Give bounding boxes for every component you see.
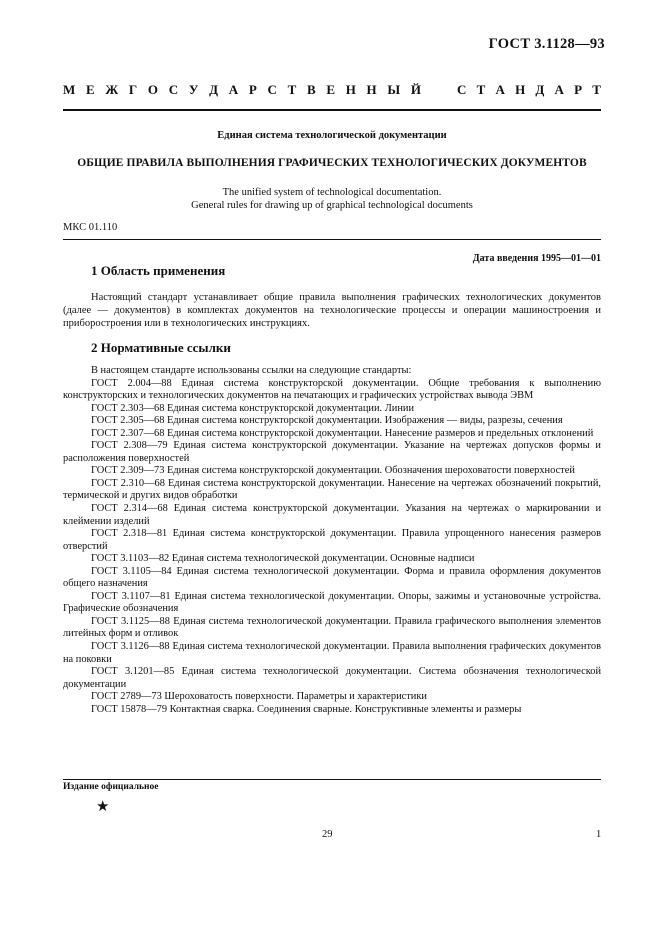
reference-item: ГОСТ 3.1105—84 Единая система технологической документации. Форма и правила оформления документов общего назначения <box>63 565 601 590</box>
interstate-letter: Ж <box>105 82 119 97</box>
reference-item: ГОСТ 2.309—73 Единая система конструкторской документации. Обозначения шероховатости поверхностей <box>91 465 575 477</box>
interstate-letter: В <box>306 82 316 97</box>
main-title: ОБЩИЕ ПРАВИЛА ВЫПОЛНЕНИЯ ГРАФИЧЕСКИХ ТЕХНОЛОГИЧЕСКИХ ДОКУМЕНТОВ <box>77 157 587 169</box>
reference-item: ГОСТ 2.303—68 Единая система конструкторской документации. Линии <box>91 402 415 414</box>
references-intro: В настоящем стандарте использованы ссылки на следующие стандарты: <box>91 365 412 376</box>
mks-rule <box>63 239 601 240</box>
interstate-letter: У <box>188 82 199 97</box>
header-rule <box>63 109 601 111</box>
english-title-line-2: General rules for drawing up of graphical technological documents <box>191 200 473 211</box>
normative-references-list <box>63 365 601 716</box>
reference-item: ГОСТ 15878—79 Контактная сварка. Соединения сварные. Конструктивные элементы и размеры <box>91 703 522 715</box>
interstate-letter: Е <box>326 82 335 97</box>
english-title-line-1: The unified system of technological documentation. <box>222 187 442 198</box>
standard-letter: Н <box>515 82 526 97</box>
interstate-letter: М <box>63 82 76 97</box>
section-1-paragraph: Настоящий стандарт устанавливает общие правила выполнения графических технологических документов (далее — документов) в комплектах документов на технологические процессы и операции машиностроения и приборостроения или в технологических инструкциях. <box>63 292 601 329</box>
mks-code: МКС 01.110 <box>63 222 118 233</box>
standard-letter: Д <box>535 82 545 97</box>
reference-item: ГОСТ 2.305—68 Единая система конструкторской документации. Изображения — виды, разрезы, сечения <box>91 415 563 427</box>
standard-letter: Т <box>592 82 601 97</box>
english-title <box>63 186 601 212</box>
interstate-letter: Ы <box>387 82 401 97</box>
reference-item: ГОСТ 3.1201—85 Единая система технологической документации. Система обозначения технологической документации <box>63 666 601 690</box>
reference-item: ГОСТ 2.004—88 Единая система конструкторской документации. Общие требования к выполнению конструкторских и технологических документов на печатающих и графических устройствах вывода ЭВМ <box>63 377 601 402</box>
standard-letter: С <box>457 82 467 97</box>
reference-item: ГОСТ 2.318—81 Единая система конструкторской документации. Правила упрощенного нанесения размеров отверстий <box>63 528 601 552</box>
reference-item: ГОСТ 2.310—68 Единая система конструкторской документации. Нанесение на чертежах обозначений покрытий, термической и других видов обработки <box>63 477 601 502</box>
reference-item: ГОСТ 2789—73 Шероховатость поверхности. Параметры и характеристики <box>91 691 427 703</box>
interstate-letter: С <box>267 82 277 97</box>
document-number: ГОСТ 3.1128—93 <box>488 36 605 52</box>
interstate-letter: С <box>168 82 179 97</box>
interstate-letter: Т <box>287 82 297 97</box>
introduction-date: Дата введения 1995—01—01 <box>472 253 601 264</box>
reference-item: ГОСТ 3.1107—81 Единая система технологической документации. Опоры, зажимы и установочные устройства. Графические обозначения <box>63 590 601 615</box>
interstate-letter: Р <box>248 82 257 97</box>
interstate-letter: Е <box>85 82 95 97</box>
standard-letter: А <box>495 82 505 97</box>
reference-item: ГОСТ 3.1126—88 Единая система технологической документации. Правила выполнения графических документов на поковки <box>63 641 601 665</box>
reference-item: ГОСТ 3.1125—88 Единая система технологической документации. Правила графического выполнения элементов литейных форм и отливок <box>63 615 601 640</box>
standard-letter: Т <box>476 82 486 97</box>
interstate-letter: Д <box>209 82 219 97</box>
reference-item: ГОСТ 2.314—68 Единая система конструкторской документации. Указания на чертежах о маркировании и клеймении изделий <box>63 503 601 527</box>
page-number: 29 <box>322 829 333 840</box>
section-2-heading: 2 Нормативные ссылки <box>91 340 231 355</box>
interstate-letter: Г <box>128 82 138 97</box>
section-1-body <box>63 291 601 330</box>
interstate-letter: Н <box>366 82 377 97</box>
interstate-letter: Й <box>410 82 421 97</box>
standard-word <box>457 82 601 98</box>
interstate-letter: О <box>147 82 159 97</box>
reference-item: ГОСТ 3.1103—82 Единая система технологической документации. Основные надписи <box>91 553 475 565</box>
star-icon: ★ <box>96 799 110 815</box>
reference-item: ГОСТ 2.307—68 Единая система конструкторской документации. Нанесение размеров и предельных отклонений <box>91 427 594 439</box>
official-edition-label: Издание официальное <box>63 782 159 792</box>
footer-rule <box>63 779 601 780</box>
sheet-number: 1 <box>596 829 602 840</box>
system-title: Единая система технологической документации <box>217 130 447 141</box>
interstate-letter: А <box>228 82 239 97</box>
interstate-letter: Н <box>345 82 356 97</box>
interstate-standard-banner <box>63 82 601 98</box>
interstate-word <box>63 82 421 98</box>
standard-letter: Р <box>574 82 583 97</box>
standard-letter: А <box>554 82 564 97</box>
reference-item: ГОСТ 2.308—79 Единая система конструкторской документации. Указание на чертежах допусков формы и расположения поверхностей <box>63 440 601 464</box>
section-1-heading: 1 Область применения <box>91 263 226 278</box>
